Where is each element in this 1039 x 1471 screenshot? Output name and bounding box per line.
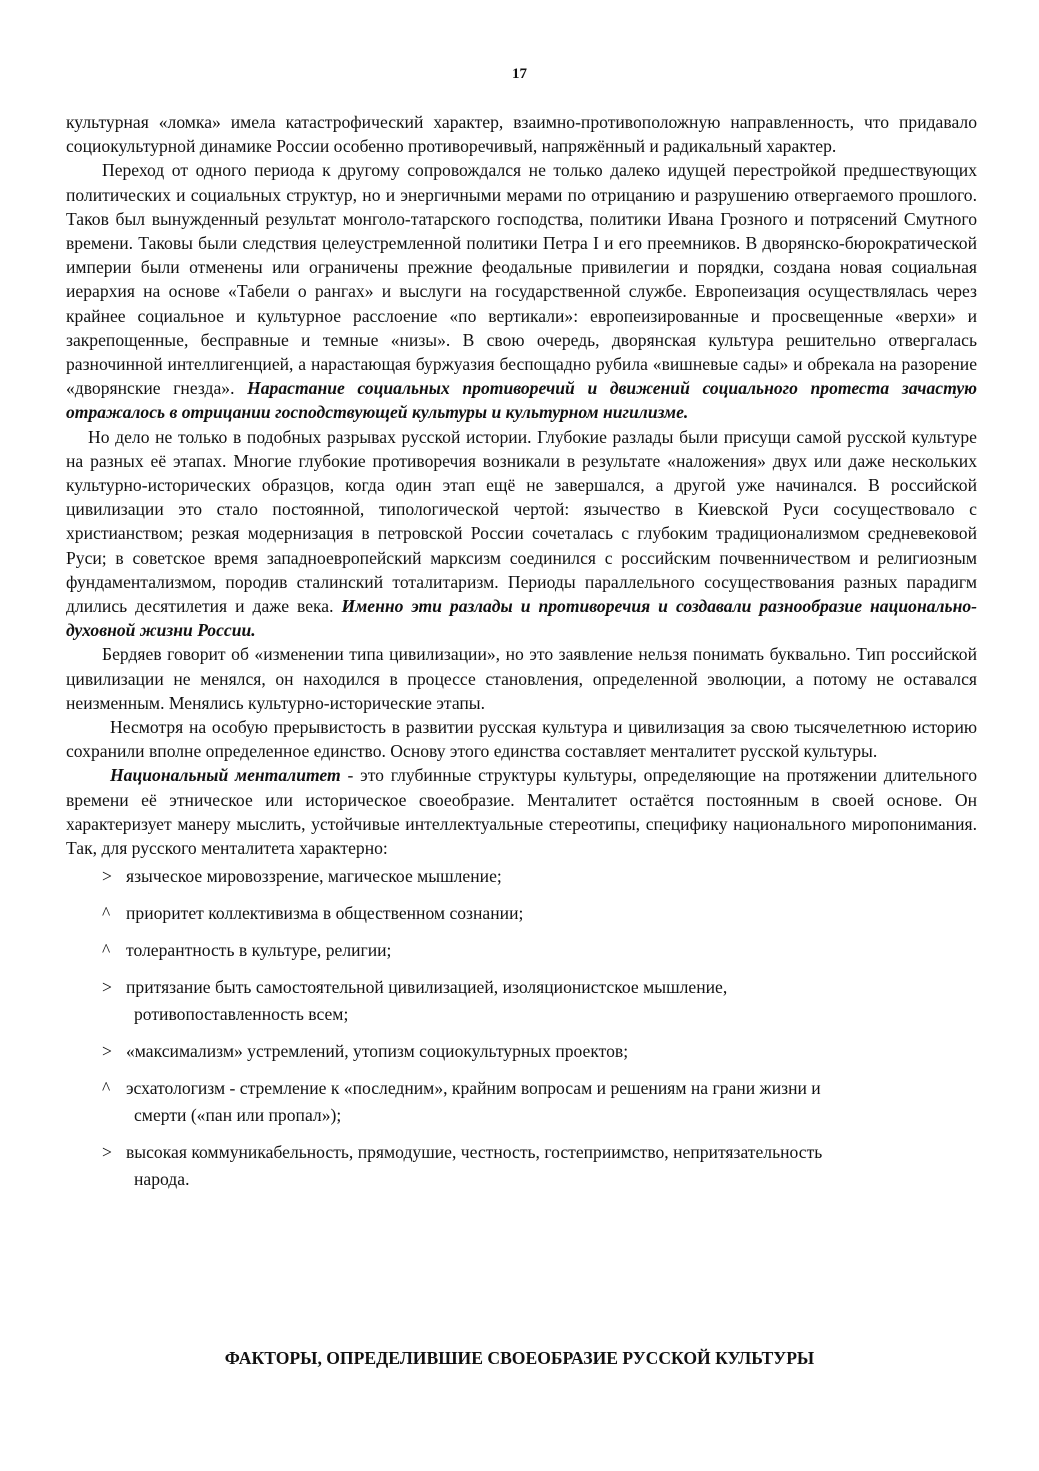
- list-item-text: высокая коммуникабельность, прямодушие, честность, гостеприимство, непритязательность: [126, 1142, 823, 1163]
- list-item-text: приоритет коллективизма в общественном сознании;: [126, 903, 524, 924]
- list-item-continuation: смерти («пан или пропал»);: [134, 1105, 342, 1126]
- list-item-text: языческое мировоззрение, магическое мышление;: [126, 866, 502, 887]
- paragraph-6-text: - это глубинные структуры культуры, определяющие на протяжении длительного времени её этническое или историческое своеобразие. Менталитет остаётся постоянным в своей основе. Он характеризует манеру мыслить, устойчивые интеллектуальные стереотипы, специфику национального миропонимания. Так, для русского менталитета характерно:: [66, 765, 978, 859]
- bullet-marker: >: [102, 1142, 112, 1163]
- paragraph-6: [66, 763, 977, 860]
- paragraph-2: [66, 158, 977, 424]
- list-item: [66, 1139, 977, 1193]
- paragraph-2-text: Переход от одного периода к другому сопровождался не только далеко идущей перестройкой предшествующих политических и социальных структур, но и энергичными мерами по отрицанию и разрушению отвергаемого прошлого. Таков был вынужденный результат монголо-татарского господства, политики Ивана Грозного и потрясений Смутного времени. Таковы были следствия целеустремленной политики Петра I и его преемников. В дворянско-бюрократической империи были отменены или ограничены прежние феодальные привилегии и порядки, создана новая социальная иерархия на основе «Табели о рангах» и выслуги на государственной службе. Европеизация осуществлялась через крайнее социальное и культурное расслоение «по вертикали»: европеизированные и просвещенные «верхи» и закрепощенные, бесправные и темные «низы». В свою очередь, дворянская культура решительно отвергалась разночинной интеллигенцией, а нарастающая буржуазия беспощадно рубила «вишневые сады» и обрекала на разорение «дворянские гнезда».: [66, 160, 977, 399]
- bullet-marker: ^: [102, 1078, 111, 1099]
- list-item-text: притязание быть самостоятельной цивилизацией, изоляционистское мышление,: [126, 977, 728, 998]
- paragraph-3-emphasis: Именно эти разлады и противоречия и создавали разнообразие национально-духовной жизни России.: [66, 596, 978, 641]
- list-item: [66, 900, 977, 927]
- mentality-traits-list: [66, 863, 977, 1193]
- bullet-marker: >: [102, 977, 112, 998]
- list-item: [66, 974, 977, 1028]
- list-item-text: эсхатологизм - стремление к «последним», крайним вопросам и решениям на грани жизни и: [126, 1078, 821, 1099]
- paragraph-5: Несмотря на особую прерывистость в развитии русская культура и цивилизация за свою тысячелетнюю историю сохранили вполне определенное единство. Основу этого единства составляет менталитет русской культуры.: [66, 717, 977, 762]
- paragraph-2-emphasis: Нарастание социальных противоречий и движений социального протеста зачастую отражалось в отрицании господствующей культуры и культурном нигилизме.: [66, 378, 977, 423]
- bullet-marker: ^: [102, 940, 111, 961]
- paragraph-3: [66, 425, 977, 643]
- list-item: [66, 1038, 977, 1065]
- document-body: [66, 110, 977, 1203]
- list-item-continuation: народа.: [134, 1169, 190, 1190]
- term-national-mentality: Национальный менталитет: [110, 765, 341, 786]
- section-heading: ФАКТОРЫ, ОПРЕДЕЛИВШИЕ СВОЕОБРАЗИЕ РУССКОЙ КУЛЬТУРЫ: [224, 1348, 815, 1368]
- bullet-marker: >: [102, 1041, 112, 1062]
- paragraph-4: Бердяев говорит об «изменении типа цивилизации», но это заявление нельзя понимать буквально. Тип российской цивилизации не менялся, он находился в процессе становления, определенной эволюции, а потому не оставался неизменным. Менялись культурно-исторические этапы.: [66, 644, 977, 713]
- paragraph-1: культурная «ломка» имела катастрофический характер, взаимно-противоположную направленность, что придавало социокультурной динамике России особенно противоречивый, напряжённый и радикальный характер.: [66, 112, 977, 157]
- list-item: [66, 937, 977, 964]
- list-item-text: толерантность в культуре, религии;: [126, 940, 392, 961]
- page-number: 17: [512, 66, 527, 82]
- bullet-marker: >: [102, 866, 112, 887]
- list-item-text: «максимализм» устремлений, утопизм социокультурных проектов;: [126, 1041, 629, 1062]
- paragraph-3-text: Но дело не только в подобных разрывах русской истории. Глубокие разлады были присущи самой русской культуре на разных её этапах. Многие глубокие противоречия возникали в результате «наложения» двух или даже нескольких культурно-исторических образцов, когда один этап ещё не завершался, а другой уже начинался. В российской цивилизации это стало постоянной, типологической чертой: язычество в Киевской Руси сосуществовало с христианством; резкая модернизация в петровской России сочеталась с глубоким традиционализмом средневековой Руси; в советское время западноевропейский марксизм соединился с российским почвенничеством и религиозным фундаментализмом, породив сталинский тоталитаризм. Периоды параллельного сосуществования разных парадигм длились десятилетия и даже века.: [66, 426, 977, 617]
- bullet-marker: ^: [102, 903, 111, 924]
- list-item: [66, 863, 977, 890]
- list-item-continuation: ротивопоставленность всем;: [134, 1004, 349, 1025]
- list-item: [66, 1075, 977, 1129]
